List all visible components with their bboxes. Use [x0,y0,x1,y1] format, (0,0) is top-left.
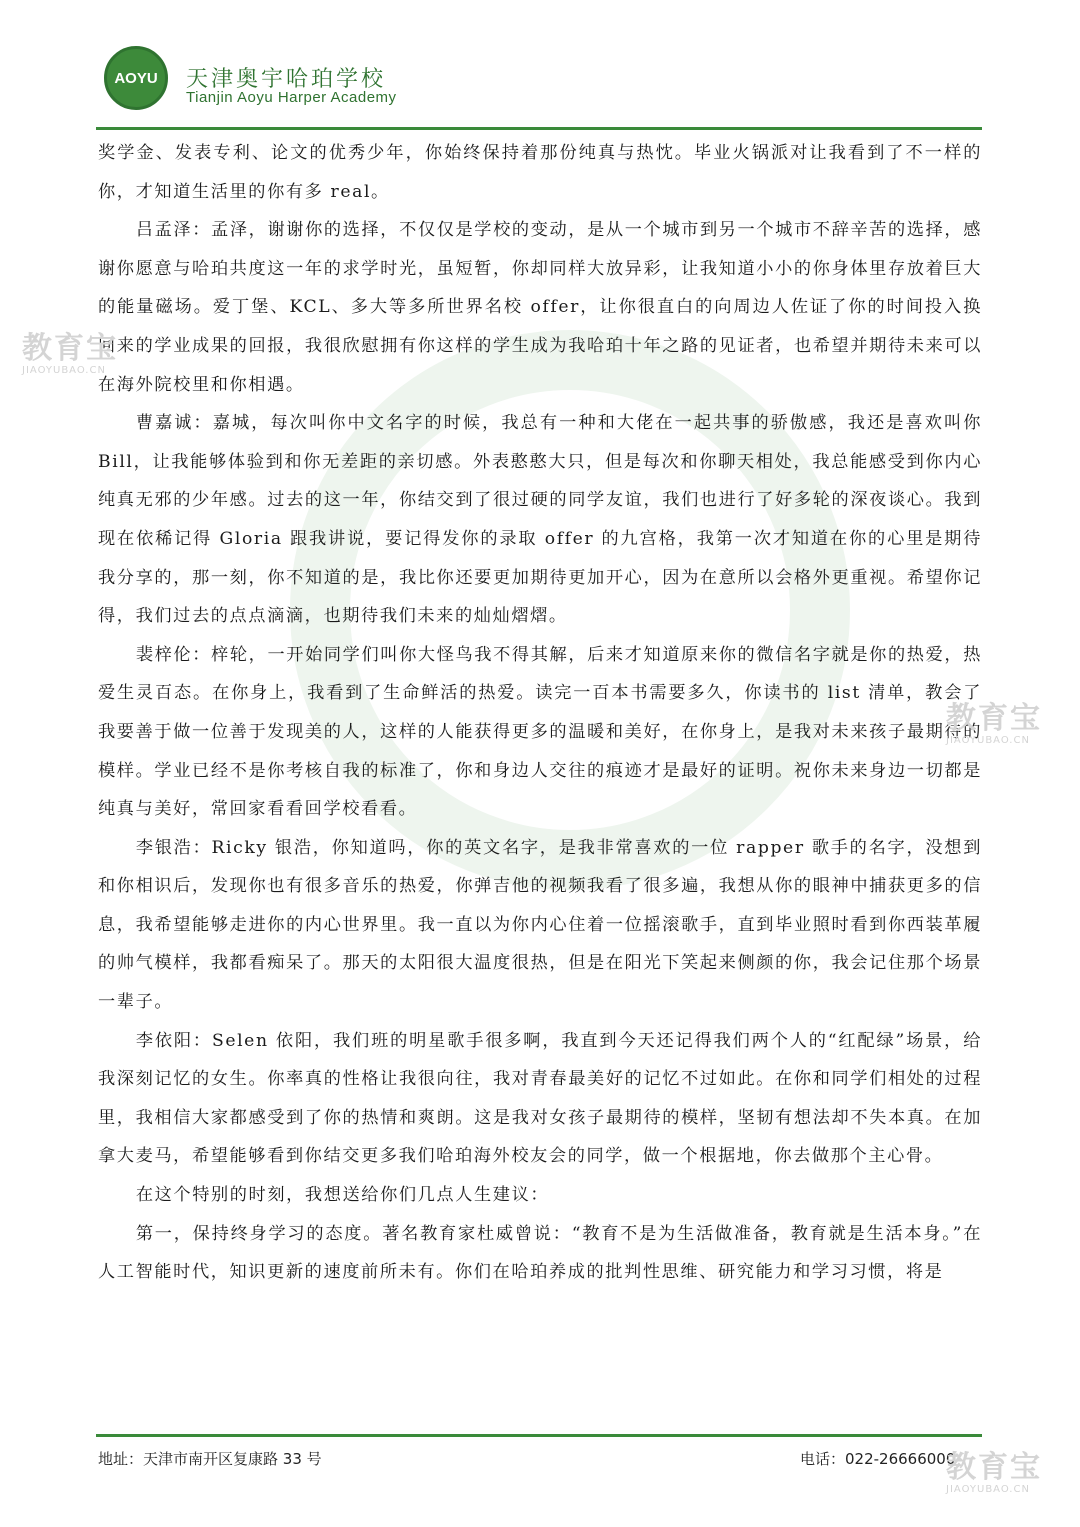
school-name-chinese: 天津奥宇哈珀学校 [186,67,387,92]
watermark-brand-cn: 教育宝 [22,331,118,366]
paragraph-continuation: 奖学金、发表专利、论文的优秀少年，你始终保持着那份纯真与热忱。毕业火锅派对让我看到了不一样的你，才知道生活里的你有多 real。 [98,143,982,202]
paragraph-li-yiyang: 李依阳：Selen 依阳，我们班的明星歌手很多啊，我直到今天还记得我们两个人的“红配绿”场景，给我深刻记忆的女生。你率真的性格让我很向往，我对青春最美好的记忆不过如此。在你和同学们相处的过程里，我相信大家都感受到了你的热情和爽朗。这是我对女孩子最期待的模样，坚韧有想法却不失本真。在加拿大麦马，希望能够看到你结交更多我们哈珀海外校友会的同学，做一个根据地，你去做那个主心骨。 [98,1030,982,1167]
footer-divider [96,1434,982,1437]
footer-address: 地址：天津市南开区复康路 33 号 [98,1450,322,1468]
letter-body [98,134,982,1292]
school-name-english: Tianjin Aoyu Harper Academy [186,89,397,106]
footer-phone: 电话：022-26666000 [800,1450,956,1468]
watermark-brand-en: JIAOYUBAO.CN [22,365,106,376]
school-logo [104,46,168,110]
paragraph-li-yinhao: 李银浩：Ricky 银浩，你知道吗，你的英文名字，是我非常喜欢的一位 rapper 歌手的名字，没想到和你相识后，发现你也有很多音乐的热爱，你弹吉他的视频我看了很多遍，我想从你的眼神中捕获更多的信息，我希望能够走进你的内心世界里。我一直以为你内心住着一位摇滚歌手，直到毕业照时看到你西装革履的帅气模样，我都看痴呆了。那天的太阳很大温度很热，但是在阳光下笑起来侧颜的你，我会记住那个场景一辈子。 [98,837,982,1013]
site-watermark-right [946,703,1042,746]
watermark-brand-cn: 教育宝 [946,701,1042,736]
site-watermark-bottom [946,1452,1042,1495]
watermark-brand-en: JIAOYUBAO.CN [946,735,1030,746]
watermark-brand-en: JIAOYUBAO.CN [946,1484,1030,1495]
site-watermark-left [22,333,118,376]
watermark-brand-cn: 教育宝 [946,1450,1042,1485]
paragraph-cao-jiacheng: 曹嘉诚：嘉城，每次叫你中文名字的时候，我总有一种和大佬在一起共事的骄傲感，我还是喜欢叫你 Bill，让我能够体验到和你无差距的亲切感。外表憨憨大只，但是每次和你聊天相处，我总能感受到你内心纯真无邪的少年感。过去的这一年，你结交到了很过硬的同学友谊，我们也进行了好多轮的深夜谈心。我到现在依稀记得 Gloria 跟我讲说，要记得发你的录取 offer 的九宫格，我第一次才知道在你的心里是期待我分享的，那一刻，你不知道的是，我比你还要更加期待更加开心，因为在意所以会格外更重视。希望你记得，我们过去的点点滴滴，也期待我们未来的灿灿熠熠。 [98,413,982,627]
school-logo-text: AOYU [114,69,158,87]
header-divider [96,127,982,130]
paragraph-advice-intro: 在这个特别的时刻，我想送给你们几点人生建议： [135,1185,550,1206]
paragraph-lv-mengze: 吕孟泽：孟泽，谢谢你的选择，不仅仅是学校的变动，是从一个城市到另一个城市不辞辛苦的选择，感谢你愿意与哈珀共度这一年的求学时光，虽短暂，你却同样大放异彩，让我知道小小的你身体里存放着巨大的能量磁场。爱丁堡、KCL、多大等多所世界名校 offer，让你很直白的向周边人佐证了你的时间投入换回来的学业成果的回报，我很欣慰拥有你这样的学生成为我哈珀十年之路的见证者，也希望并期待未来可以在海外院校里和你相遇。 [98,220,982,395]
paragraph-pei-zilun: 裴梓伦：梓轮，一开始同学们叫你大怪鸟我不得其解，后来才知道原来你的微信名字就是你的热爱，热爱生灵百态。在你身上，我看到了生命鲜活的热爱。读完一百本书需要多久，你读书的 list 清单，教会了我要善于做一位善于发现美的人，这样的人能获得更多的温暖和美好，在你身上，是我对未来孩子最期待的模样。学业已经不是你考核自我的标准了，你和身边人交往的痕迹才是最好的证明。祝你未来身边一切都是纯真与美好，常回家看看回学校看看。 [98,644,982,820]
paragraph-advice-first: 第一，保持终身学习的态度。著名教育家杜威曾说：“教育不是为生活做准备，教育就是生活本身。”在人工智能时代，知识更新的速度前所未有。你们在哈珀养成的批判性思维、研究能力和学习习惯，将是 [98,1223,982,1283]
letterhead-header [0,0,1080,130]
